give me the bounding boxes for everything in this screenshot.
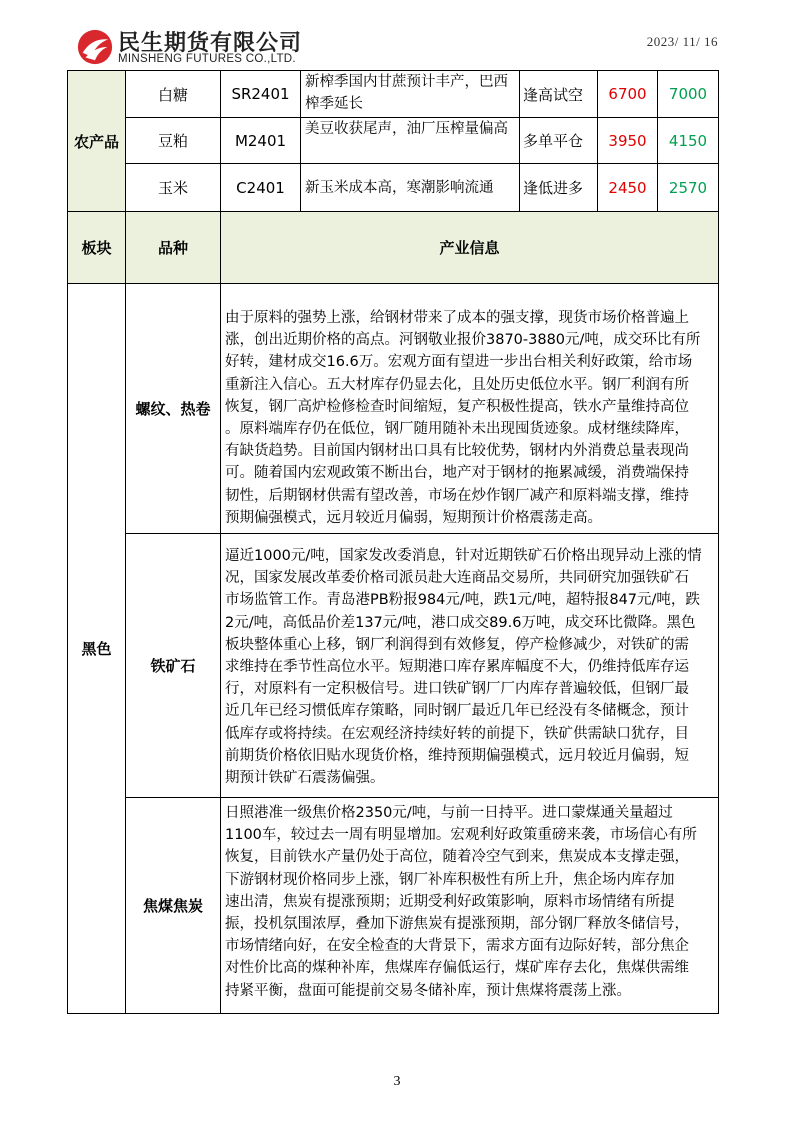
page-header bbox=[0, 0, 794, 70]
info-line: 近几年已经习惯低库存策略，同时钢厂最近几年已经没有冬储概念，预计 bbox=[225, 703, 689, 720]
market-table bbox=[67, 70, 719, 1014]
header-industry-info: 产业信息 bbox=[221, 212, 719, 284]
support-price-cell: 3950 bbox=[598, 118, 658, 164]
contract-cell: M2401 bbox=[221, 118, 301, 164]
variety-cell: 螺纹、热卷 bbox=[126, 284, 221, 534]
table-row-corn bbox=[68, 164, 719, 212]
info-line: 好转，建材成交16.6万。宏观方面有望进一步出台相关利好政策，给市场 bbox=[225, 354, 693, 371]
logo-chinese-name: 民生期货有限公司 bbox=[118, 31, 303, 56]
table-row-rebar-hrc bbox=[68, 284, 719, 534]
resistance-price-cell: 4150 bbox=[658, 118, 719, 164]
reason-cell: 新玉米成本高，寒潮影响流通 bbox=[301, 164, 520, 212]
variety-cell: 铁矿石 bbox=[126, 534, 221, 798]
info-line: 有缺货趋势。目前国内钢材出口具有比较优势，钢材内外消费总量表现尚 bbox=[225, 443, 689, 460]
info-line: 可。随着国内宏观政策不断出台，地产对于钢材的拖累减缓，消费端保持 bbox=[225, 465, 689, 482]
info-line: 2元/吨，高低品价差137元/吨，港口成交89.6万吨，成交环比微降。黑色 bbox=[225, 614, 696, 631]
info-line: 求维持在季节性高位水平。短期港口库存累库幅度不大，仍维持低库存运 bbox=[225, 659, 689, 676]
company-logo bbox=[76, 26, 336, 68]
header-sector: 板块 bbox=[68, 212, 126, 284]
info-line: 前期货价格依旧贴水现货价格，维持预期偏强模式，远月较近月偏弱，短 bbox=[225, 747, 689, 764]
info-line: 恢复，目前铁水产量仍处于高位，随着冷空气到来，焦炭成本支撑走强， bbox=[225, 849, 689, 866]
info-line: 对性价比高的煤种补库，焦煤库存偏低运行，煤矿库存去化，焦煤供需维 bbox=[225, 960, 689, 977]
info-line: 1100车，较过去一周有明显增加。宏观利好政策重磅来袭，市场信心有所 bbox=[225, 827, 697, 844]
reason-cell: 美豆收获尾声，油厂压榨量偏高 bbox=[301, 118, 520, 164]
report-date: 2023/ 11/ 16 bbox=[646, 34, 718, 49]
info-line: 由于原料的强势上涨，给钢材带来了成本的强支撑，现货市场价格普遍上 bbox=[225, 310, 689, 326]
sector-agri: 农产品 bbox=[68, 71, 126, 212]
info-line: 速出清，焦炭有提涨预期；近期受利好政策影响，原料市场情绪有所提 bbox=[225, 893, 675, 910]
info-line: 逼近1000元/吨，国家发改委消息，针对近期铁矿石价格出现异动上涨的情 bbox=[225, 548, 702, 564]
info-line: 重新注入信心。五大材库存仍显去化，且处历史低位水平。钢厂利润有所 bbox=[225, 376, 689, 393]
info-line: 况，国家发展改革委价格司派员赴大连商品交易所，共同研究加强铁矿石 bbox=[225, 570, 689, 587]
table-row-iron-ore bbox=[68, 534, 719, 798]
info-line: 低库存或将持续。在宏观经济持续好转的前提下，铁矿供需缺口犹存，目 bbox=[225, 725, 689, 742]
strategy-cell: 逢低进多 bbox=[520, 164, 598, 212]
info-line: 。原料端库存仍在低位，钢厂随用随补未出现囤货迹象。成材继续降库， bbox=[225, 421, 689, 438]
info-line: 市场监管工作。青岛港PB粉报984元/吨，跌1元/吨，超特报847元/吨，跌 bbox=[225, 592, 700, 609]
support-price-cell: 6700 bbox=[598, 71, 658, 118]
column-header-row bbox=[68, 212, 719, 284]
info-line: 期预计铁矿石震荡偏强。 bbox=[225, 770, 385, 787]
variety-cell: 焦煤焦炭 bbox=[126, 798, 221, 1014]
header-variety: 品种 bbox=[126, 212, 221, 284]
info-line: 涨，创出近期价格的高点。河钢敬业报价3870-3880元/吨，成交环比有所 bbox=[225, 332, 701, 349]
info-line: 振，投机氛围浓厚，叠加下游焦炭有提涨预期，部分钢厂释放冬储信号， bbox=[225, 916, 689, 933]
variety-cell: 豆粕 bbox=[126, 118, 221, 164]
reason-cell: 新榨季国内甘蔗预计丰产，巴西榨季延长 bbox=[301, 71, 520, 118]
info-line: 行，对原料有一定积极信号。进口铁矿钢厂厂内库存普遍较低，但钢厂最 bbox=[225, 681, 689, 698]
contract-cell: C2401 bbox=[221, 164, 301, 212]
info-line: 市场情绪向好，在安全检查的大背景下，需求方面有边际好转，部分焦企 bbox=[225, 938, 689, 955]
variety-cell: 白糖 bbox=[126, 71, 221, 118]
resistance-price-cell: 2570 bbox=[658, 164, 719, 212]
support-price-cell: 2450 bbox=[598, 164, 658, 212]
table-row-soymeal bbox=[68, 118, 719, 164]
strategy-cell: 多单平仓 bbox=[520, 118, 598, 164]
minsheng-logo-icon bbox=[76, 28, 114, 66]
industry-info-cell bbox=[221, 534, 719, 798]
info-line: 恢复，钢厂高炉检修检查时间缩短，复产积极性提高，铁水产量维持高位 bbox=[225, 398, 689, 415]
logo-english-name: MINSHENG FUTURES CO.,LTD. bbox=[118, 53, 296, 65]
sector-black: 黑色 bbox=[68, 284, 126, 1014]
strategy-cell: 逢高试空 bbox=[520, 71, 598, 118]
industry-info-cell bbox=[221, 798, 719, 1014]
info-line: 韧性，后期钢材供需有望改善，市场在炒作钢厂减产和原料端支撑，维持 bbox=[225, 487, 689, 504]
info-line: 板块整体重心上移，钢厂利润得到有效修复，停产检修减少，对铁矿的需 bbox=[225, 636, 689, 653]
contract-cell: SR2401 bbox=[221, 71, 301, 118]
page-number: 3 bbox=[393, 1074, 401, 1089]
table-row-sugar bbox=[68, 71, 719, 118]
info-line: 持紧平衡，盘面可能提前交易冬储补库，预计焦煤将震荡上涨。 bbox=[225, 982, 631, 999]
table-row-coking-coal-coke bbox=[68, 798, 719, 1014]
industry-info-cell bbox=[221, 284, 719, 534]
info-line: 预期偏强模式，远月较近月偏弱，短期预计价格震荡走高。 bbox=[225, 509, 602, 526]
info-line: 下游钢材现价格同步上涨，钢厂补库积极性有所上升，焦企场内库存加 bbox=[225, 871, 675, 888]
variety-cell: 玉米 bbox=[126, 164, 221, 212]
info-line: 日照港准一级焦价格2350元/吨，与前一日持平。进口蒙煤通关量超过 bbox=[225, 805, 673, 821]
resistance-price-cell: 7000 bbox=[658, 71, 719, 118]
